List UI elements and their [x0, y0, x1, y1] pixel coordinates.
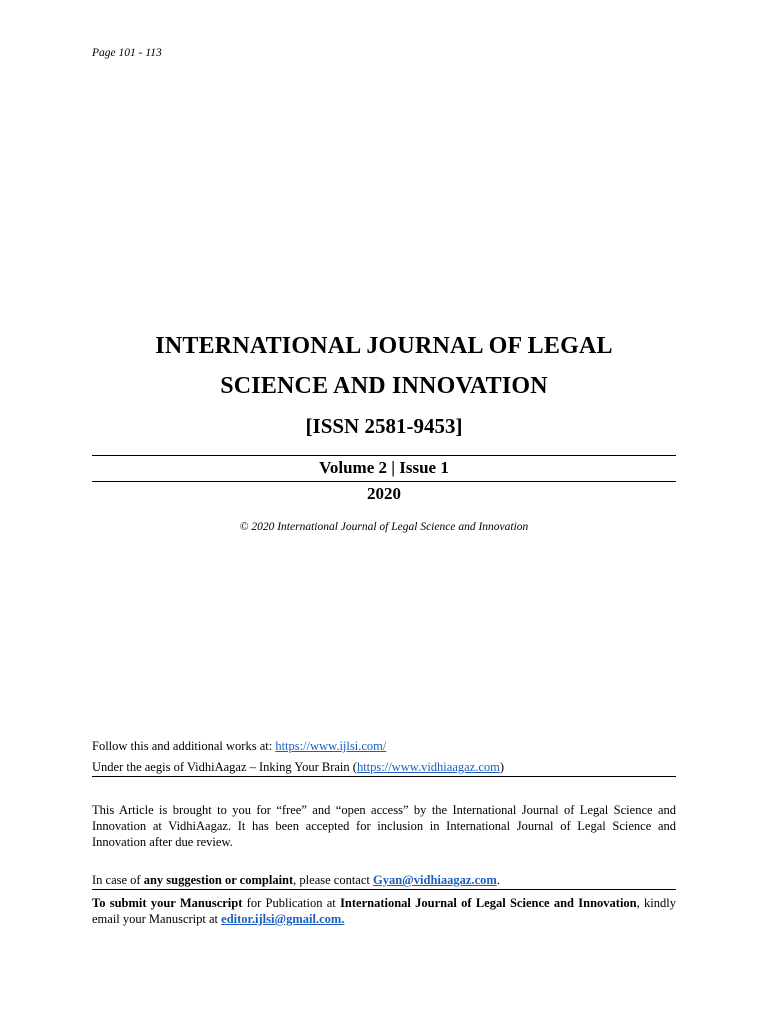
- journal-title-line-1: INTERNATIONAL JOURNAL OF LEGAL: [155, 333, 613, 359]
- submission-journal-name: International Journal of Legal Science and Innovation: [340, 896, 637, 910]
- aegis-text-closing: ): [499, 760, 505, 774]
- aegis-line: [92, 760, 676, 775]
- aegis-text: Under the aegis of VidhiAagaz – Inking Your Brain (: [92, 760, 357, 774]
- publication-year: 2020: [367, 484, 401, 503]
- submission-text-1: for Publication at: [242, 896, 341, 910]
- follow-line: [92, 739, 676, 754]
- submission-text-2: , kindly email your Manuscript at: [92, 896, 676, 926]
- follow-text: Follow this and additional works at:: [92, 739, 276, 753]
- divider-links: [92, 776, 676, 777]
- contact-bold-text: any suggestion or complaint: [143, 873, 294, 887]
- contact-middle: , please contact: [293, 873, 373, 887]
- journal-title-line-2: SCIENCE AND INNOVATION: [220, 373, 548, 399]
- submission-bold-1: To submit your Manuscript: [92, 896, 243, 910]
- vidhiaagaz-website-link[interactable]: https://www.vidhiaagaz.com: [356, 760, 500, 774]
- issn-number: [ISSN 2581-9453]: [305, 414, 463, 438]
- divider-top: [92, 455, 676, 456]
- article-access-notice: This Article is brought to you for “free” and “open access” by the International Journal of Legal Science and Innovation at VidhiAagaz. It has been accepted for inclusion in International Journal of Legal Science and Innovation after due review.: [92, 803, 676, 849]
- contact-line: [92, 873, 676, 888]
- submission-notice: [92, 895, 676, 927]
- contact-suffix: .: [496, 873, 500, 887]
- copyright-notice: © 2020 International Journal of Legal Science and Innovation: [239, 521, 529, 533]
- page-range: Page 101 - 113: [92, 47, 162, 59]
- submission-email-link[interactable]: editor.ijlsi@gmail.com.: [221, 912, 345, 926]
- journal-website-link[interactable]: https://www.ijlsi.com/: [275, 739, 387, 753]
- contact-prefix: In case of: [92, 873, 144, 887]
- divider-volume: [92, 481, 676, 482]
- contact-email-link[interactable]: Gyan@vidhiaagaz.com: [373, 873, 497, 887]
- divider-contact: [92, 889, 676, 890]
- volume-issue: Volume 2 | Issue 1: [319, 458, 449, 477]
